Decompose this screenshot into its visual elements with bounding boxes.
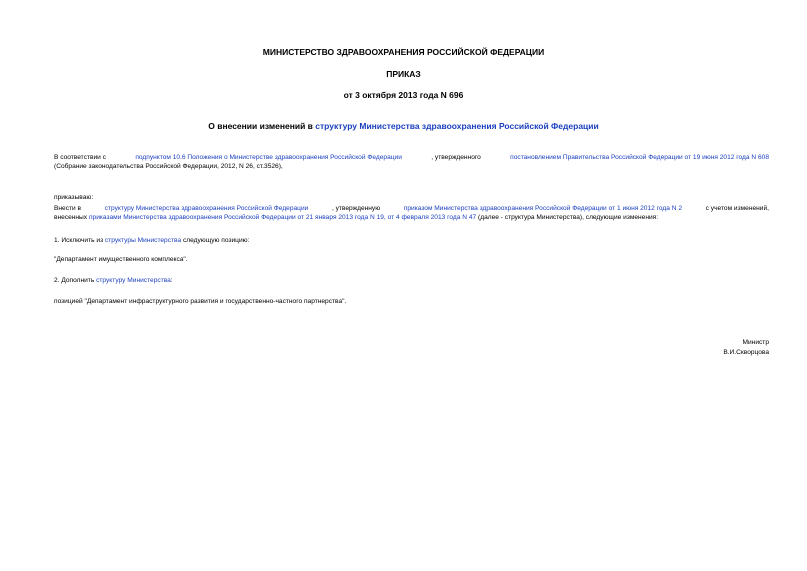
body-link-orders[interactable]: приказами Министерства здравоохранения Российской Федерации от 21 января 2013 года N 19, от 4 февраля 2013 года N 47 xyxy=(88,214,477,221)
item-2 xyxy=(54,277,173,285)
order-word: приказываю: xyxy=(54,194,94,201)
document-title xyxy=(0,121,807,131)
signature-name: В.И.Скворцова xyxy=(723,349,769,356)
date-number-heading: от 3 октября 2013 года N 696 xyxy=(343,90,464,100)
ministry-heading: МИНИСТЕРСТВО ЗДРАВООХРАНЕНИЯ РОССИЙСКОЙ ФЕДЕРАЦИИ xyxy=(262,47,545,57)
preamble-link-resolution[interactable]: постановлением Правительства Российской Федерации от 19 июня 2012 года N 608 xyxy=(510,154,769,161)
item-1-text-b: следующую позицию: xyxy=(181,237,250,244)
preamble-text-b: , утвержденного xyxy=(431,154,481,161)
body-text-c: с учетом изменений, xyxy=(705,205,769,212)
body-line-1 xyxy=(54,205,769,213)
item-2-text-b: : xyxy=(170,277,173,284)
title-prefix: О внесении изменений в xyxy=(208,121,316,131)
item-1-quote: "Департамент имущественного комплекса". xyxy=(54,256,188,263)
preamble-link-regulation[interactable]: подпунктом 10.6 Положения о Министерстве здравоохранения Российской Федерации xyxy=(135,154,402,161)
doc-type-heading: ПРИКАЗ xyxy=(386,69,421,79)
title-link[interactable]: структуру Министерства здравоохранения Российской Федерации xyxy=(315,121,599,131)
item-1-link[interactable]: структуры Министерства xyxy=(104,237,182,244)
item-2-text-a: 2. Дополнить xyxy=(54,277,97,284)
body-line-2 xyxy=(54,214,658,222)
item-2-link[interactable]: структуру Министерства xyxy=(96,277,171,284)
preamble-line-2: (Собрание законодательства Российской Федерации, 2012, N 26, ст.3526), xyxy=(54,163,283,170)
body-text-e: (далее - структура Министерства), следующие изменения: xyxy=(476,214,659,221)
body-text-a: Внести в xyxy=(54,205,82,212)
item-1 xyxy=(54,237,249,245)
body-text-d: внесенных xyxy=(54,214,88,221)
signature-position: Министр xyxy=(742,339,769,346)
item-2-quote: позицией "Департамент инфраструктурного развития и государственно-частного партнерства". xyxy=(54,298,347,305)
body-link-structure[interactable]: структуру Министерства здравоохранения Российской Федерации xyxy=(104,205,309,212)
body-link-order[interactable]: приказом Министерства здравоохранения Российской Федерации от 1 июня 2012 года N 2 xyxy=(403,205,683,212)
item-1-text-a: 1. Исключить из xyxy=(54,237,105,244)
body-text-b: , утвержденную xyxy=(331,205,381,212)
preamble-line-1 xyxy=(54,154,769,162)
preamble-text-a: В соответствии с xyxy=(54,154,106,161)
